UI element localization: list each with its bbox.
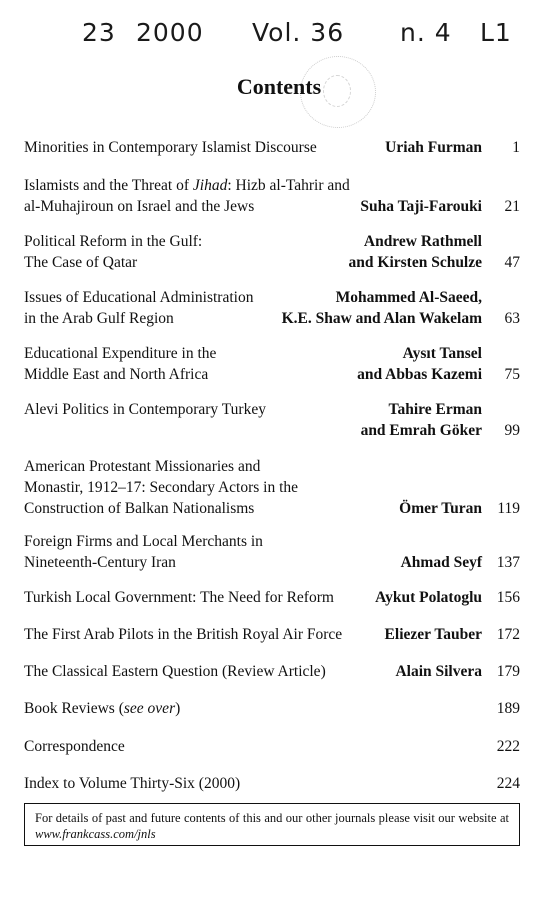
entry-page: 179 <box>496 663 520 680</box>
entry-page: 224 <box>496 775 520 792</box>
entry-page: 189 <box>496 700 520 717</box>
entry-title: The Classical Eastern Question (Review Article) <box>24 663 326 680</box>
handwritten-issue: n. 4 <box>400 18 452 47</box>
entry-title: Foreign Firms and Local Merchants in Nineteenth-Century Iran <box>24 533 263 571</box>
entry-author: Mohammed Al-Saeed, K.E. Shaw and Alan Wakelam <box>281 289 482 327</box>
handwritten-year: 2000 <box>136 18 204 47</box>
entry-author: Aykut Polatoglu <box>375 589 482 606</box>
entry-page: 222 <box>496 738 520 755</box>
entry-title: Political Reform in the Gulf: The Case of Qatar <box>24 233 203 271</box>
entry-author: Suha Taji-Farouki <box>360 198 482 215</box>
entry-author: Uriah Furman <box>385 139 482 156</box>
entry-title: Alevi Politics in Contemporary Turkey <box>24 401 266 418</box>
entry-page: 75 <box>504 366 520 383</box>
entry-page: 63 <box>504 310 520 327</box>
entry-title: Minorities in Contemporary Islamist Discourse <box>24 139 317 156</box>
handwritten-annotation <box>82 18 532 62</box>
entry-author: Aysıt Tansel and Abbas Kazemi <box>357 345 482 383</box>
entry-title: Index to Volume Thirty-Six (2000) <box>24 775 241 792</box>
entry-title: Turkish Local Government: The Need for Reform <box>24 589 334 606</box>
entry-author: Andrew Rathmell and Kirsten Schulze <box>348 233 482 271</box>
entry-page: 21 <box>504 198 520 215</box>
entry-page: 119 <box>497 500 520 517</box>
entry-title: American Protestant Missionaries and Monastir, 1912–17: Secondary Actors in the Construction of Balkan Nationalisms <box>24 458 299 517</box>
entry-author: Tahire Erman and Emrah Göker <box>360 401 482 439</box>
entry-author: Ömer Turan <box>399 500 482 517</box>
entry-page: 172 <box>496 626 520 643</box>
website-notice-box <box>24 803 520 846</box>
entry-author: Eliezer Tauber <box>384 626 482 643</box>
handwritten-code: L1 <box>480 18 512 47</box>
entry-title: Islamists and the Threat of Jihad: Hizb al-Tahrir and al-Muhajiroun on Israel and the Jews <box>24 177 350 215</box>
entry-page: 156 <box>496 589 520 606</box>
page-title: Contents <box>236 74 322 99</box>
notice-text: For details of past and future contents of this and our other journals please visit our website at <box>35 811 509 825</box>
entry-page: 99 <box>504 422 520 439</box>
entry-page: 137 <box>496 554 520 571</box>
handwritten-volume: Vol. 36 <box>252 18 345 47</box>
handwritten-number: 23 <box>82 18 116 47</box>
entry-title: Correspondence <box>24 738 125 755</box>
entry-author: Alain Silvera <box>395 663 482 680</box>
entry-title: Book Reviews (see over) <box>24 700 181 717</box>
entry-author: Ahmad Seyf <box>400 554 482 571</box>
entry-page: 47 <box>504 254 520 271</box>
entry-page: 1 <box>512 139 520 156</box>
website-link[interactable]: www.frankcass.com/jnls <box>35 827 156 841</box>
entry-title: Issues of Educational Administration in the Arab Gulf Region <box>24 289 254 327</box>
entry-title: The First Arab Pilots in the British Royal Air Force <box>24 626 343 643</box>
entry-title: Educational Expenditure in the Middle East and North Africa <box>24 345 217 383</box>
